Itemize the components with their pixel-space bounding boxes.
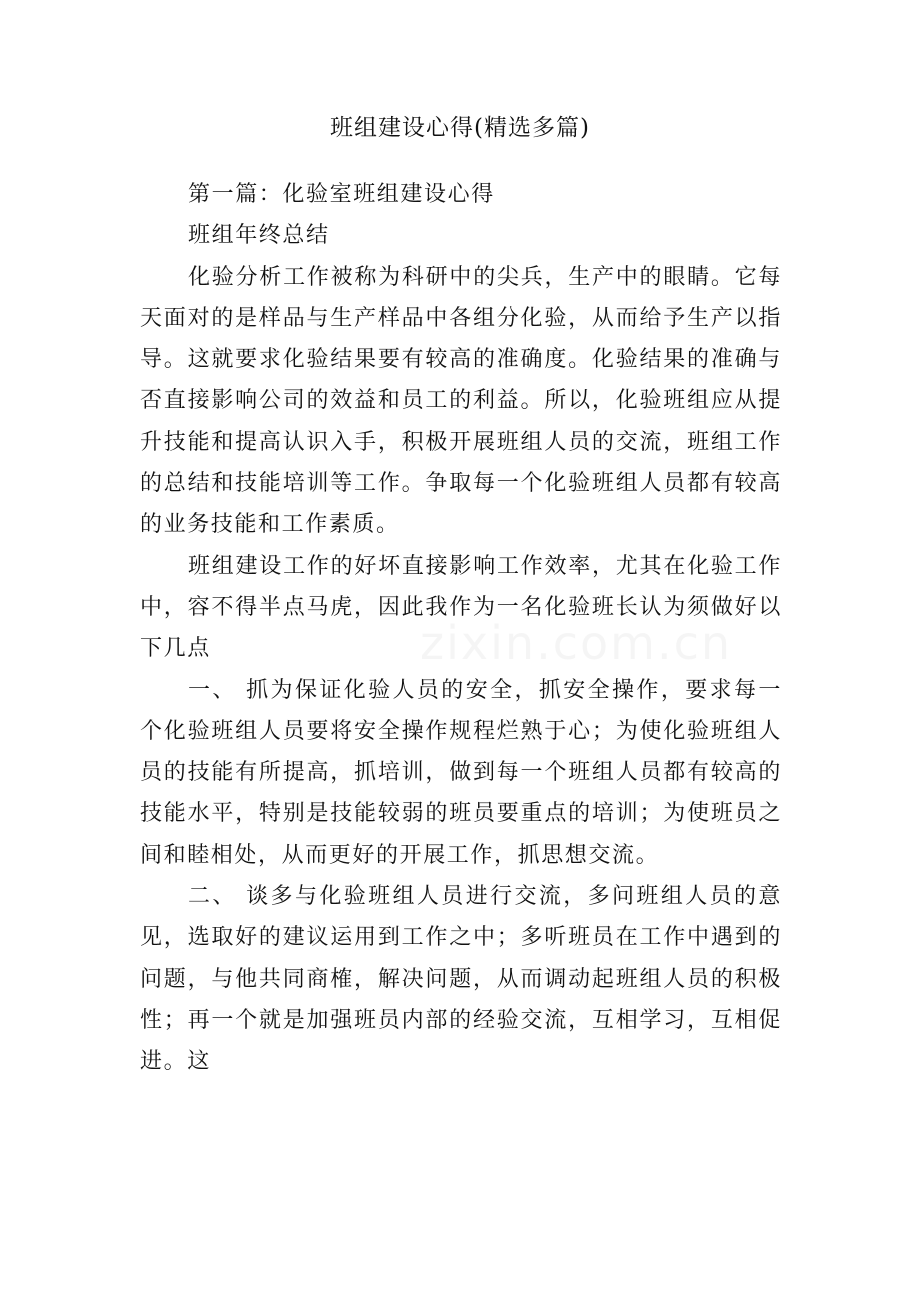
body-paragraph: 化验分析工作被称为科研中的尖兵，生产中的眼睛。它每天面对的是样品与生产样品中各组分化验，从而给予生产以指导。这就要求化验结果要有较高的准确度。化验结果的准确与否直接影响公司的效益和员工的利益。所以，化验班组应从提升技能和提高认识入手，积极开展班组人员的交流，班组工作的总结和技能培训等工作。争取每一个化验班组人员都有较高的业务技能和工作素质。: [140, 264, 782, 538]
document-title: 班组建设心得(精选多篇): [330, 115, 590, 141]
document-body: [140, 174, 782, 1083]
list-item-paragraph: 一、 抓为保证化验人员的安全，抓安全操作，要求每一个化验班组人员要将安全操作规程烂熟于心；为使化验班组人员的技能有所提高，抓培训，做到每一个班组人员都有较高的技能水平，特别是技能较弱的班员要重点的培训；为使班员之间和睦相处，从而更好的开展工作，抓思想交流。: [140, 677, 782, 868]
section-heading: 第一篇：化验室班组建设心得: [188, 182, 495, 207]
watermark: zixin.com.cn: [420, 616, 733, 670]
body-paragraph: 班组建设工作的好坏直接影响工作效率，尤其在化验工作中，容不得半点马虎，因此我作为一名化验班长认为须做好以下几点: [140, 553, 782, 662]
list-item-paragraph: 二、 谈多与化验班组人员进行交流，多问班组人员的意见，选取好的建议运用到工作之中；多听班员在工作中遇到的问题，与他共同商榷，解决问题，从而调动起班组人员的积极性；再一个就是加强班员内部的经验交流，互相学习，互相促进。这: [140, 884, 782, 1075]
subheading: 班组年终总结: [188, 223, 330, 249]
